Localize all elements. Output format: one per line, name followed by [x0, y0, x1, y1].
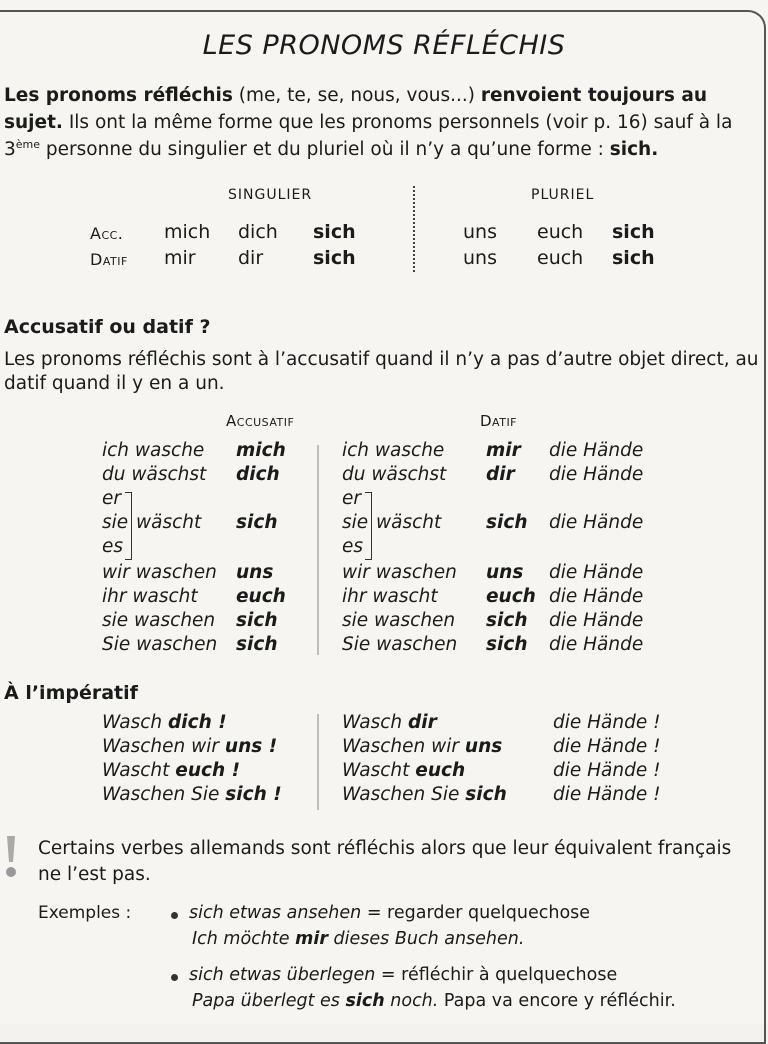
intro-text-3: personne du singulier et du pluriel où il n’y a qu’une forme : [40, 139, 610, 160]
acc-plur-3: sich [612, 221, 655, 243]
dat-group-obj: die Hände [549, 512, 644, 533]
dat-pron-6: sich [486, 634, 528, 655]
imp-right-1: Wasch dir [342, 712, 437, 733]
intro-bold-1: Les pronoms réfléchis [4, 85, 233, 106]
dat-sie: sie [342, 512, 369, 533]
acc-sing-2: dich [238, 221, 278, 243]
datif-label: Datif [90, 250, 128, 269]
bullet-2 [171, 974, 178, 981]
dat-row-4: ihr wascht [342, 586, 438, 607]
dat-obj-5: die Hände [549, 610, 644, 631]
note-text: Certains verbes allemands sont réfléchis alors que leur équivalent français ne l’est pas. [38, 838, 732, 885]
accusatif-header: Accusatif [226, 412, 295, 430]
bullet-1 [171, 912, 178, 919]
acc-group-bracket [125, 492, 132, 560]
acc-row-4: ihr wascht [102, 586, 198, 607]
dat-obj-4: die Hände [549, 586, 644, 607]
dat-row-3: wir waschen [342, 562, 457, 583]
acc-pron-1: mich [236, 440, 286, 461]
dat-group-verb: wäscht [376, 512, 442, 533]
exemples-label: Exemples : [38, 903, 132, 923]
dat-plur-2: euch [537, 247, 584, 269]
intro-superscript: ème [15, 137, 41, 151]
intro-text-1: (me, te, se, nous, vous...) [232, 85, 481, 106]
imp-left-3: Wascht euch ! [102, 760, 241, 781]
acc-pron-4: euch [236, 586, 286, 607]
acc-plur-2: euch [537, 221, 584, 243]
table-divider [413, 186, 415, 272]
example-2-sentence: Papa überlegt es sich noch. Papa va encore y réfléchir. [192, 991, 676, 1011]
dat-pron-3: uns [486, 562, 524, 583]
dat-pron-4: euch [486, 586, 536, 607]
dat-group-pron: sich [486, 512, 528, 533]
dat-es: es [342, 536, 364, 557]
imp-left-4: Waschen Sie sich ! [102, 784, 282, 805]
acc-sie: sie [102, 512, 129, 533]
imp-right-4: Waschen Sie sich [342, 784, 507, 805]
dat-sing-1: mir [164, 247, 196, 269]
acc-label: Acc. [90, 224, 124, 243]
dat-obj-6: die Hände [549, 634, 644, 655]
pluriel-header: PLURIEL [531, 187, 595, 203]
dat-obj-1: die Hände [549, 440, 644, 461]
example-1-definition: sich etwas ansehen = regarder quelquechose [189, 903, 591, 923]
imperatif-divider [317, 714, 319, 810]
acc-row-3: wir waschen [102, 562, 217, 583]
datif-header: Datif [480, 412, 518, 430]
dat-row-6: Sie waschen [342, 634, 458, 655]
dat-sing-3: sich [313, 247, 356, 269]
dat-sing-2: dir [238, 247, 264, 269]
acc-sing-3: sich [313, 221, 356, 243]
imp-obj-4: die Hände ! [553, 784, 661, 805]
dat-pron-5: sich [486, 610, 528, 631]
heading-accusatif-datif: Accusatif ou datif ? [4, 316, 211, 338]
acc-pron-3: uns [236, 562, 274, 583]
imp-left-1: Wasch dich ! [102, 712, 227, 733]
example-2-definition: sich etwas überlegen = réfléchir à quelquechose [189, 965, 618, 985]
imp-left-2: Waschen wir uns ! [102, 736, 278, 757]
acc-pron-2: dich [236, 464, 280, 485]
dat-row-1: ich wasche [342, 440, 445, 461]
conjugation-divider [317, 445, 319, 655]
exclamation-icon [4, 834, 18, 880]
dat-obj-3: die Hände [549, 562, 644, 583]
imp-obj-2: die Hände ! [553, 736, 661, 757]
imp-right-2: Waschen wir uns [342, 736, 503, 757]
dat-obj-2: die Hände [549, 464, 644, 485]
dat-row-5: sie waschen [342, 610, 456, 631]
acc-row-6: Sie waschen [102, 634, 218, 655]
intro-bold-2: renvoient toujours au sujet. [4, 85, 708, 133]
dat-plur-1: uns [463, 247, 497, 269]
heading-imperatif: À l’impératif [4, 682, 138, 704]
acc-row-5: sie waschen [102, 610, 216, 631]
imp-right-3: Wascht euch [342, 760, 466, 781]
dat-pron-1: mir [486, 440, 521, 461]
acc-sing-1: mich [164, 221, 211, 243]
intro-paragraph [4, 82, 756, 163]
acc-group-verb: wäscht [136, 512, 202, 533]
acc-pron-6: sich [236, 634, 278, 655]
acc-row-1: ich wasche [102, 440, 205, 461]
dat-er: er [342, 488, 361, 509]
acc-pron-5: sich [236, 610, 278, 631]
acc-row-2: du wäschst [102, 464, 207, 485]
page-title: LES PRONOMS RÉFLÉCHIS [202, 30, 566, 61]
acc-group-pron: sich [236, 512, 278, 533]
dat-group-bracket [365, 492, 372, 560]
acc-es: es [102, 536, 124, 557]
dat-pron-2: dir [486, 464, 515, 485]
singulier-header: SINGULIER [228, 187, 313, 203]
imp-obj-3: die Hände ! [553, 760, 661, 781]
imp-obj-1: die Hände ! [553, 712, 661, 733]
acc-er: er [102, 488, 121, 509]
dat-row-2: du wäschst [342, 464, 447, 485]
acc-plur-1: uns [463, 221, 497, 243]
example-1-sentence: Ich möchte mir dieses Buch ansehen. [192, 929, 525, 949]
dat-plur-3: sich [612, 247, 655, 269]
intro-text-2: Ils ont la même forme que les pronoms personnels (voir p. 16) sauf à la 3 [4, 112, 733, 160]
intro-bold-3: sich. [609, 139, 659, 160]
accusatif-datif-explanation: Les pronoms réfléchis sont à l’accusatif quand il n’y a pas d’autre objet direct, au datif quand il y en a un. [4, 349, 759, 394]
